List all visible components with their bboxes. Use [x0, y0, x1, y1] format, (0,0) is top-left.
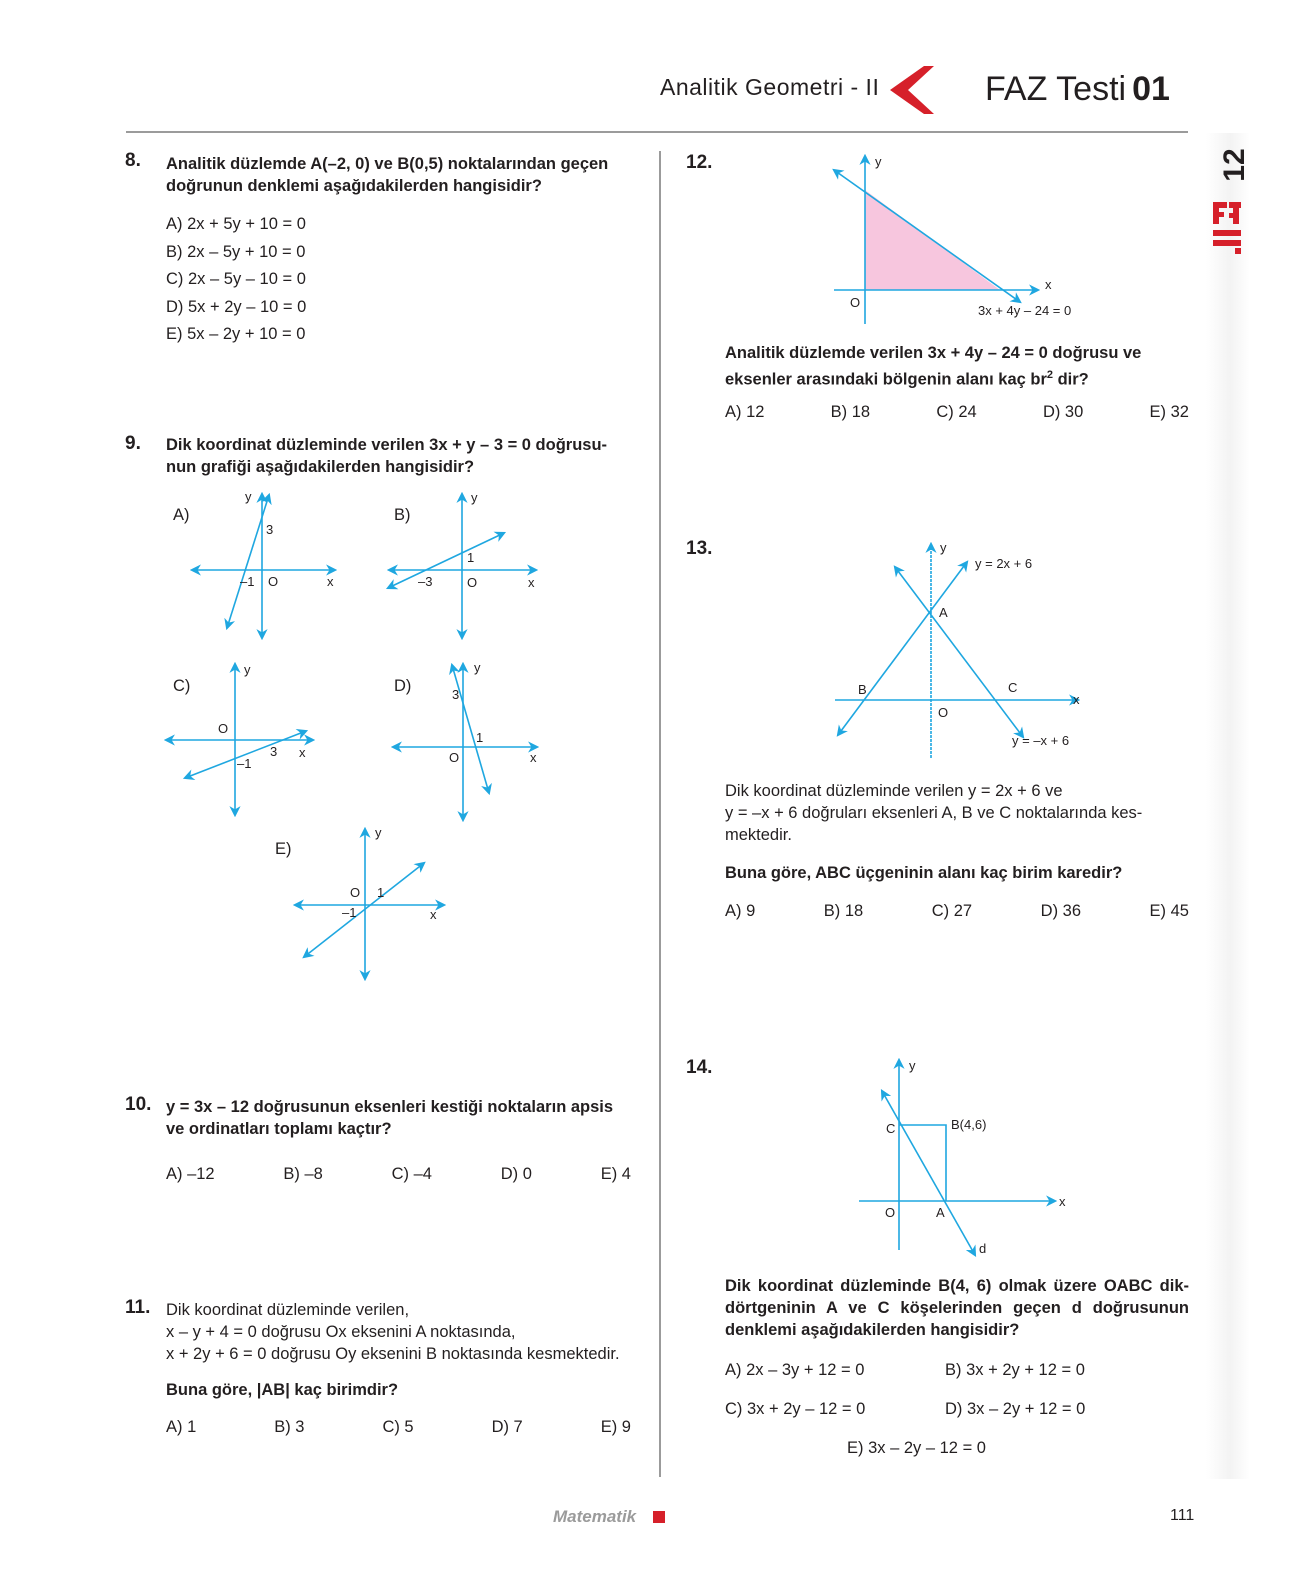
footer-square-icon — [653, 1511, 665, 1523]
question-number: 8. — [125, 150, 141, 171]
option-e[interactable]: E) 4 — [600, 1165, 631, 1183]
option-c[interactable]: C) –4 — [391, 1165, 432, 1183]
option-b[interactable]: B) 3x + 2y + 12 = 0 — [945, 1361, 1085, 1379]
question-text — [166, 1096, 631, 1140]
text-line: Dik koordinat düzleminde B(4, 6) olmak üzere OABC dik- — [725, 1277, 1189, 1295]
text-line: denklemi aşağıdakilerden hangisidir? — [725, 1321, 1020, 1339]
option-a[interactable]: A) 12 — [725, 403, 765, 421]
option-a[interactable]: A) 2x – 3y + 12 = 0 — [725, 1361, 865, 1379]
option-e-label[interactable]: E) — [275, 840, 292, 858]
text-line: dörtgeninin A ve C köşelerinden geçen d doğrusunun — [725, 1299, 1189, 1317]
point-c-label: C — [1008, 680, 1018, 695]
text-line: Dik koordinat düzleminde verilen y = 2x + 6 ve — [725, 782, 1063, 800]
tick-label: –1 — [342, 905, 357, 920]
origin-label: O — [218, 721, 229, 736]
option-a[interactable]: A) –12 — [166, 1165, 215, 1183]
option-e[interactable]: E) 5x – 2y + 10 = 0 — [166, 325, 306, 343]
text-part: eksenler arasındaki bölgenin alanı kaç br — [725, 370, 1047, 389]
text-line: ve ordinatları toplamı kaçtır? — [166, 1120, 392, 1138]
question-prompt: Buna göre, ABC üçgeninin alanı kaç birim karedir? — [725, 864, 1123, 882]
graph-e[interactable] — [292, 825, 452, 985]
axis-y-label: y — [875, 154, 882, 169]
point-b-label: B(4,6) — [951, 1117, 987, 1132]
text-line: x – y + 4 = 0 doğrusu Ox eksenini A noktasında, — [166, 1323, 516, 1341]
question-text — [725, 342, 1189, 391]
origin-label: O — [885, 1205, 896, 1220]
tick-label: 1 — [467, 550, 475, 565]
axis-x-label: x — [1045, 277, 1052, 292]
axis-y-label: y — [471, 490, 478, 505]
tick-label: –1 — [240, 574, 255, 589]
q13-figure — [830, 540, 1090, 762]
option-d-label[interactable]: D) — [394, 677, 412, 695]
point-b-label: B — [858, 682, 867, 697]
origin-label: O — [268, 574, 279, 589]
option-d[interactable]: D) 7 — [491, 1418, 523, 1436]
graph-d[interactable] — [390, 660, 545, 825]
answer-options — [725, 900, 1189, 922]
option-b[interactable]: B) 3 — [274, 1418, 305, 1436]
option-d[interactable]: D) 3x – 2y + 12 = 0 — [945, 1400, 1086, 1418]
question-number: 10. — [125, 1094, 152, 1115]
option-c[interactable]: C) 24 — [936, 403, 977, 421]
text-line: Dik koordinat düzleminde verilen, — [166, 1301, 410, 1319]
axis-y-label: y — [375, 825, 382, 840]
text-line: doğrunun denklemi aşağıdakilerden hangisidir? — [166, 177, 542, 195]
question-number: 13. — [686, 538, 713, 559]
option-d[interactable]: D) 36 — [1040, 902, 1082, 920]
answer-options — [166, 213, 306, 351]
header-rule — [126, 131, 1188, 133]
page-number: 111 — [1170, 1507, 1195, 1524]
origin-label: O — [467, 575, 478, 590]
question-number: 9. — [125, 433, 141, 454]
axis-x-label: x — [430, 907, 437, 922]
option-a[interactable]: A) 1 — [166, 1418, 197, 1436]
option-e[interactable]: E) 45 — [1149, 902, 1189, 920]
axis-x-label: x — [1073, 692, 1080, 707]
axis-x-label: x — [299, 745, 306, 760]
text-line: y = 3x – 12 doğrusunun eksenleri kestiği noktaların apsis — [166, 1098, 614, 1116]
question-number: 12. — [686, 152, 713, 173]
option-b[interactable]: B) –8 — [283, 1165, 323, 1183]
option-c[interactable]: C) 27 — [931, 902, 973, 920]
tick-label: 3 — [452, 687, 460, 702]
side-band — [1206, 133, 1250, 1479]
option-c[interactable]: C) 2x – 5y – 10 = 0 — [166, 270, 306, 288]
text-line: mektedir. — [725, 826, 792, 844]
q12-figure — [830, 152, 1090, 327]
column-separator — [659, 151, 661, 1477]
question-text — [725, 1275, 1189, 1341]
point-a-label: A — [939, 605, 948, 620]
chevron-left-icon — [890, 66, 934, 114]
question-text — [166, 1299, 636, 1365]
axis-x-label: x — [327, 574, 334, 589]
point-c-label: C — [886, 1121, 896, 1136]
question-text — [166, 153, 631, 197]
option-e[interactable]: E) 9 — [600, 1418, 631, 1436]
line-d-label: d — [979, 1241, 987, 1256]
option-c[interactable]: C) 3x + 2y – 12 = 0 — [725, 1400, 866, 1418]
option-b[interactable]: B) 18 — [830, 403, 871, 421]
option-d[interactable]: D) 0 — [500, 1165, 532, 1183]
test-title — [985, 70, 1170, 109]
tick-label: 1 — [476, 730, 484, 745]
text-part: dir? — [1053, 370, 1089, 389]
faz-logo-icon — [1211, 200, 1243, 256]
question-number: 11. — [125, 1297, 151, 1318]
axis-x-label: x — [530, 750, 537, 765]
graph-c[interactable] — [163, 660, 318, 820]
text-line: nun grafiği aşağıdakilerden hangisidir? — [166, 458, 475, 476]
origin-label: O — [850, 295, 861, 310]
option-d[interactable]: D) 30 — [1042, 403, 1084, 421]
footer-subject: Matematik — [553, 1507, 637, 1526]
tick-label: 3 — [266, 522, 274, 537]
answer-options — [166, 1416, 631, 1438]
axis-x-label: x — [1059, 1194, 1066, 1209]
axis-x-label: x — [528, 575, 535, 590]
tick-label: 3 — [270, 744, 278, 759]
option-d[interactable]: D) 5x + 2y – 10 = 0 — [166, 297, 307, 316]
axis-y-label: y — [940, 540, 947, 555]
text-line: x + 2y + 6 = 0 doğrusu Oy eksenini B noktasında kesmektedir. — [166, 1345, 620, 1363]
answer-options — [166, 1163, 631, 1185]
question-number: 14. — [686, 1057, 713, 1078]
q14-figure — [855, 1055, 1070, 1260]
question-prompt: Buna göre, |AB| kaç birimdir? — [166, 1381, 399, 1399]
line-label: y = –x + 6 — [1012, 733, 1070, 748]
option-b[interactable]: B) 18 — [823, 902, 864, 920]
text-line — [725, 364, 1189, 391]
test-number: 01 — [1132, 70, 1170, 108]
question-text — [166, 434, 631, 478]
graph-a[interactable] — [190, 490, 340, 645]
point-a-label: A — [936, 1205, 945, 1220]
header-subject: Analitik Geometri - II — [660, 74, 880, 100]
option-a[interactable]: A) 9 — [725, 902, 756, 920]
option-c-label[interactable]: C) — [173, 677, 191, 695]
side-chapter-number: 12 — [1218, 148, 1251, 182]
option-a-label[interactable]: A) — [173, 506, 190, 524]
answer-options — [725, 401, 1189, 423]
origin-label: O — [350, 885, 361, 900]
text-line: Dik koordinat düzleminde verilen 3x + y – 3 = 0 doğrusu- — [166, 436, 608, 454]
tick-label: –1 — [237, 756, 252, 771]
superscript: 2 — [1046, 369, 1054, 381]
origin-label: O — [449, 750, 460, 765]
line-label: 3x + 4y – 24 = 0 — [978, 303, 1072, 318]
text-line: Analitik düzlemde verilen 3x + 4y – 24 = 0 doğrusu ve — [725, 344, 1142, 362]
axis-y-label: y — [244, 662, 251, 677]
test-label: FAZ Testi — [985, 70, 1127, 108]
tick-label: 1 — [377, 885, 385, 900]
origin-label: O — [938, 705, 949, 720]
graph-b[interactable] — [384, 490, 544, 645]
line-label: y = 2x + 6 — [975, 556, 1033, 571]
option-b[interactable]: B) 2x – 5y + 10 = 0 — [166, 242, 306, 261]
tick-label: –3 — [418, 574, 433, 589]
option-e[interactable]: E) 32 — [1149, 403, 1189, 421]
text-line: Analitik düzlemde A(–2, 0) ve B(0,5) noktalarından geçen — [166, 155, 609, 173]
option-a[interactable]: A) 2x + 5y + 10 = 0 — [166, 215, 306, 233]
axis-y-label: y — [474, 660, 481, 675]
option-b-label[interactable]: B) — [394, 506, 411, 524]
text-line: y = –x + 6 doğruları eksenleri A, B ve C noktalarında kes- — [725, 804, 1143, 822]
question-text — [725, 780, 1191, 846]
option-e[interactable]: E) 3x – 2y – 12 = 0 — [847, 1439, 986, 1457]
option-c[interactable]: C) 5 — [382, 1418, 414, 1436]
axis-y-label: y — [245, 490, 252, 504]
axis-y-label: y — [909, 1058, 916, 1073]
